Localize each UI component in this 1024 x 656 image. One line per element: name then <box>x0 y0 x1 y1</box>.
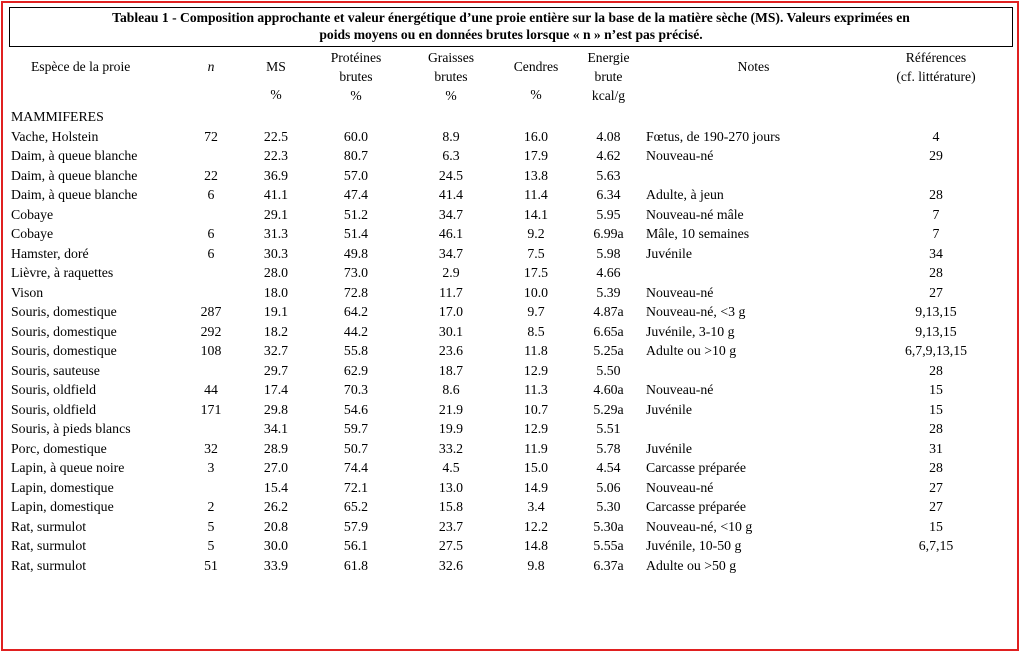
cell-ash: 11.8 <box>524 343 548 358</box>
cell-ash: 9.7 <box>527 304 545 319</box>
cell-energy: 4.60a <box>593 382 624 397</box>
cell-energy: 5.78 <box>596 440 621 456</box>
cell-ash: 10.7 <box>523 401 549 417</box>
cell-proteins: 57.9 <box>343 518 369 534</box>
cell-fats: 41.4 <box>438 187 464 202</box>
cell-n <box>181 419 241 439</box>
cell-energy: 6.99a <box>593 226 624 241</box>
cell-references: 31 <box>929 440 943 456</box>
cell-ms: 29.1 <box>263 206 289 222</box>
cell-ash: 12.2 <box>523 518 549 534</box>
cell-fats: 4.5 <box>442 460 460 475</box>
cell-energy: 6.65a <box>593 323 624 339</box>
cell-energy: 5.95 <box>596 206 621 222</box>
header-species: Espèce de la proie <box>31 59 131 74</box>
cell-fats: 21.9 <box>438 401 464 417</box>
cell-fats: 27.5 <box>438 538 464 553</box>
table-row <box>11 536 1011 556</box>
cell-energy: 5.25a <box>593 343 624 358</box>
header-ash: Cendres % <box>513 59 559 102</box>
cell-notes: Nouveau-né, <10 g <box>646 518 753 534</box>
cell-fats: 33.2 <box>438 440 464 456</box>
cell-ash: 11.4 <box>524 187 548 202</box>
cell-species: Souris, oldfield <box>11 401 97 417</box>
cell-references: 15 <box>929 518 943 534</box>
cell-notes: Nouveau-né mâle <box>646 206 744 222</box>
cell-ms: 22.5 <box>263 128 289 144</box>
cell-species: Rat, surmulot <box>11 538 87 553</box>
cell-proteins: 61.8 <box>343 557 369 573</box>
cell-ms: 34.1 <box>263 421 289 436</box>
cell-proteins: 51.4 <box>343 226 369 241</box>
cell-ms: 17.4 <box>263 382 289 397</box>
table-row <box>11 146 1011 166</box>
cell-ms: 31.3 <box>263 226 289 241</box>
table-row <box>11 419 1011 439</box>
table-row <box>11 185 1011 205</box>
cell-fats: 46.1 <box>438 226 464 241</box>
table-row <box>11 166 1011 186</box>
cell-species: Lièvre, à raquettes <box>11 265 114 280</box>
cell-notes: Carcasse préparée <box>646 460 746 475</box>
cell-notes: Adulte ou >10 g <box>646 343 737 358</box>
cell-notes: Juvénile <box>646 401 692 417</box>
table-row <box>11 127 1011 147</box>
cell-notes: Adulte ou >50 g <box>646 557 737 573</box>
cell-references: 28 <box>929 362 943 378</box>
cell-ash: 11.9 <box>524 440 548 456</box>
cell-ms: 15.4 <box>263 479 289 495</box>
table-header <box>11 48 1011 105</box>
cell-ms: 41.1 <box>263 187 289 202</box>
cell-species: Souris, à pieds blancs <box>11 421 131 436</box>
cell-energy: 5.50 <box>596 362 621 378</box>
cell-species: Rat, surmulot <box>11 557 87 573</box>
cell-proteins: 60.0 <box>343 128 369 144</box>
cell-species: Souris, sauteuse <box>11 362 100 378</box>
cell-ash: 16.0 <box>523 128 549 144</box>
cell-ash: 14.1 <box>523 206 549 222</box>
cell-references: 7 <box>932 206 940 222</box>
cell-notes: Juvénile, 3-10 g <box>646 323 735 339</box>
cell-proteins: 44.2 <box>343 323 369 339</box>
cell-references <box>861 166 1011 186</box>
cell-references: 15 <box>929 401 943 417</box>
cell-n: 292 <box>200 323 222 339</box>
cell-ms: 28.9 <box>263 440 289 456</box>
cell-n: 3 <box>207 460 215 475</box>
cell-notes: Juvénile, 10-50 g <box>646 538 742 553</box>
cell-n <box>181 478 241 498</box>
cell-ms: 28.0 <box>263 265 289 280</box>
cell-species: Cobaye <box>11 226 54 241</box>
table-row <box>11 361 1011 381</box>
caption-line-1: Tableau 1 - Composition approchante et valeur énergétique d’une proie entière sur la base de la matière sèche (MS). Valeurs exprimées en <box>112 10 910 25</box>
cell-n <box>181 205 241 225</box>
cell-proteins: 64.2 <box>343 304 369 319</box>
cell-proteins: 62.9 <box>343 362 369 378</box>
cell-n: 5 <box>207 538 215 553</box>
table-row <box>11 478 1011 498</box>
cell-references: 27 <box>929 479 943 495</box>
cell-notes: Nouveau-né, <3 g <box>646 304 746 319</box>
cell-references: 6,7,9,13,15 <box>904 343 968 358</box>
cell-ash: 12.9 <box>523 421 549 436</box>
cell-proteins: 55.8 <box>343 343 369 358</box>
table-row <box>11 458 1011 478</box>
cell-notes: Nouveau-né <box>646 382 714 397</box>
cell-energy: 5.29a <box>593 401 624 417</box>
cell-notes: Mâle, 10 semaines <box>646 226 750 241</box>
cell-notes: Juvénile <box>646 245 692 261</box>
cell-species: Souris, domestique <box>11 343 117 358</box>
cell-notes <box>646 361 861 381</box>
cell-fats: 23.7 <box>438 518 464 534</box>
cell-references: 28 <box>929 421 943 436</box>
cell-energy: 6.37a <box>593 557 624 573</box>
cell-references: 28 <box>929 265 943 280</box>
cell-energy: 6.34 <box>596 187 621 202</box>
cell-ms: 32.7 <box>263 343 289 358</box>
cell-proteins: 70.3 <box>343 382 369 397</box>
cell-references: 27 <box>929 499 943 514</box>
cell-ash: 3.4 <box>527 499 545 514</box>
cell-fats: 13.0 <box>438 479 464 495</box>
cell-n <box>181 283 241 303</box>
cell-proteins: 65.2 <box>343 499 369 514</box>
document-frame <box>1 1 1019 651</box>
cell-fats: 32.6 <box>438 557 464 573</box>
cell-species: Lapin, domestique <box>11 499 114 514</box>
cell-notes <box>646 419 861 439</box>
cell-ms: 19.1 <box>263 304 289 319</box>
cell-fats: 17.0 <box>438 304 464 319</box>
table-row <box>11 322 1011 342</box>
cell-notes: Juvénile <box>646 440 692 456</box>
cell-species: Lapin, à queue noire <box>11 460 125 475</box>
cell-references: 9,13,15 <box>915 304 957 319</box>
table-row <box>11 341 1011 361</box>
cell-ash: 11.3 <box>524 382 548 397</box>
cell-fats: 18.7 <box>438 362 464 378</box>
cell-fats: 34.7 <box>438 206 464 222</box>
cell-notes: Fœtus, de 190-270 jours <box>646 128 781 144</box>
cell-fats: 8.9 <box>442 128 460 144</box>
cell-ms: 36.9 <box>263 167 289 183</box>
cell-n <box>181 146 241 166</box>
cell-energy: 5.30 <box>596 499 621 514</box>
table-row <box>11 497 1011 517</box>
cell-ms: 22.3 <box>263 148 289 163</box>
table-row <box>11 263 1011 283</box>
cell-notes <box>646 263 861 283</box>
table-row <box>11 283 1011 303</box>
cell-species: Daim, à queue blanche <box>11 187 138 202</box>
cell-species: Souris, domestique <box>11 304 117 319</box>
section-label: MAMMIFERES <box>11 109 104 124</box>
cell-n <box>181 361 241 381</box>
cell-proteins: 74.4 <box>343 460 369 475</box>
cell-n: 6 <box>207 245 215 261</box>
cell-proteins: 72.1 <box>343 479 369 495</box>
cell-n: 2 <box>207 499 215 514</box>
cell-energy: 4.62 <box>596 148 621 163</box>
cell-fats: 24.5 <box>438 167 464 183</box>
cell-ash: 14.9 <box>523 479 549 495</box>
cell-energy: 5.55a <box>593 538 624 553</box>
cell-n: 287 <box>200 304 222 319</box>
cell-notes: Nouveau-né <box>646 479 714 495</box>
cell-proteins: 47.4 <box>343 187 369 202</box>
cell-proteins: 51.2 <box>343 206 369 222</box>
cell-fats: 2.9 <box>442 265 460 280</box>
cell-ms: 27.0 <box>263 460 289 475</box>
cell-notes: Nouveau-né <box>646 148 714 163</box>
cell-fats: 23.6 <box>438 343 464 358</box>
table-caption <box>9 7 1013 47</box>
cell-n: 6 <box>207 187 215 202</box>
cell-references: 28 <box>929 460 943 475</box>
cell-n: 5 <box>207 518 215 534</box>
cell-notes: Nouveau-né <box>646 284 714 300</box>
cell-n <box>181 263 241 283</box>
cell-energy: 5.39 <box>596 284 621 300</box>
header-proteins: Protéines brutes % <box>330 50 382 103</box>
header-energy: Energie brute kcal/g <box>587 50 630 103</box>
cell-fats: 11.7 <box>439 284 463 300</box>
cell-energy: 5.06 <box>596 479 621 495</box>
header-ms: MS % <box>266 59 286 102</box>
cell-ash: 10.0 <box>523 284 549 300</box>
table-row <box>11 380 1011 400</box>
cell-references: 4 <box>932 128 940 144</box>
cell-species: Cobaye <box>11 206 54 222</box>
cell-species: Rat, surmulot <box>11 518 87 534</box>
cell-energy: 4.54 <box>596 460 621 475</box>
cell-species: Souris, domestique <box>11 323 117 339</box>
table-row <box>11 205 1011 225</box>
cell-ms: 30.0 <box>263 538 289 553</box>
caption-line-2: poids moyens ou en données brutes lorsque « n » n’est pas précisé. <box>319 27 703 42</box>
cell-proteins: 57.0 <box>343 167 369 183</box>
cell-n: 22 <box>204 167 218 183</box>
cell-energy: 5.51 <box>596 421 621 436</box>
cell-proteins: 56.1 <box>343 538 369 553</box>
cell-ash: 17.5 <box>523 265 549 280</box>
table-row <box>11 556 1011 576</box>
cell-energy: 4.87a <box>593 304 624 319</box>
header-references: Références (cf. littérature) <box>896 50 976 84</box>
table-body <box>11 105 1011 575</box>
cell-fats: 6.3 <box>442 148 460 163</box>
table-row <box>11 244 1011 264</box>
cell-species: Vache, Holstein <box>11 128 99 144</box>
cell-species: Lapin, domestique <box>11 479 114 495</box>
cell-fats: 19.9 <box>438 421 464 436</box>
cell-ms: 18.0 <box>263 284 289 300</box>
table-row <box>11 224 1011 244</box>
cell-fats: 30.1 <box>438 323 464 339</box>
cell-ms: 18.2 <box>263 323 289 339</box>
header-notes: Notes <box>737 59 770 74</box>
cell-ash: 8.5 <box>527 323 545 339</box>
cell-energy: 5.30a <box>593 518 624 534</box>
cell-energy: 5.98 <box>596 245 621 261</box>
cell-references: 34 <box>929 245 943 261</box>
cell-n: 44 <box>204 382 218 397</box>
cell-notes <box>646 166 861 186</box>
cell-energy: 4.08 <box>596 128 621 144</box>
cell-species: Hamster, doré <box>11 245 89 261</box>
cell-fats: 15.8 <box>438 499 464 514</box>
cell-species: Souris, oldfield <box>11 382 97 397</box>
cell-ms: 29.8 <box>263 401 289 417</box>
cell-references: 15 <box>929 382 943 397</box>
header-n: n <box>207 59 215 74</box>
cell-ms: 29.7 <box>263 362 289 378</box>
cell-n: 171 <box>200 401 222 417</box>
cell-notes: Adulte, à jeun <box>646 187 724 202</box>
cell-fats: 34.7 <box>438 245 464 261</box>
cell-ms: 30.3 <box>263 245 289 261</box>
cell-references: 29 <box>929 148 943 163</box>
cell-n: 108 <box>200 343 222 358</box>
cell-references: 27 <box>929 284 943 300</box>
table-row <box>11 439 1011 459</box>
cell-proteins: 50.7 <box>343 440 369 456</box>
cell-references <box>861 556 1011 576</box>
cell-ash: 17.9 <box>523 148 549 163</box>
cell-proteins: 59.7 <box>343 421 369 436</box>
cell-ash: 14.8 <box>523 538 549 553</box>
cell-species: Daim, à queue blanche <box>11 148 138 163</box>
header-fats: Graisses brutes % <box>427 50 475 103</box>
cell-proteins: 73.0 <box>343 265 369 280</box>
cell-proteins: 49.8 <box>343 245 369 261</box>
cell-energy: 5.63 <box>596 167 621 183</box>
cell-notes: Carcasse préparée <box>646 499 746 514</box>
table-row <box>11 517 1011 537</box>
cell-ash: 9.2 <box>527 226 545 241</box>
cell-references: 6,7,15 <box>918 538 954 553</box>
cell-n: 51 <box>204 557 218 573</box>
cell-n: 72 <box>204 128 218 144</box>
cell-proteins: 54.6 <box>343 401 369 417</box>
cell-species: Vison <box>11 284 44 300</box>
cell-ash: 9.8 <box>527 557 545 573</box>
cell-species: Porc, domestique <box>11 440 107 456</box>
cell-ash: 7.5 <box>527 245 545 261</box>
cell-energy: 4.66 <box>596 265 621 280</box>
cell-references: 28 <box>929 187 943 202</box>
table-row <box>11 302 1011 322</box>
cell-ms: 33.9 <box>263 557 289 573</box>
cell-ms: 26.2 <box>263 499 289 514</box>
table-row <box>11 400 1011 420</box>
cell-ash: 12.9 <box>523 362 549 378</box>
cell-n: 32 <box>204 440 218 456</box>
cell-ms: 20.8 <box>263 518 289 534</box>
cell-proteins: 72.8 <box>343 284 369 300</box>
cell-species: Daim, à queue blanche <box>11 167 138 183</box>
cell-fats: 8.6 <box>442 382 460 397</box>
composition-table <box>11 48 1011 575</box>
cell-ash: 13.8 <box>523 167 549 183</box>
cell-references: 7 <box>932 226 940 241</box>
cell-n: 6 <box>207 226 215 241</box>
section-row <box>11 105 1011 127</box>
cell-ash: 15.0 <box>523 460 549 475</box>
cell-references: 9,13,15 <box>915 323 957 339</box>
cell-proteins: 80.7 <box>343 148 369 163</box>
